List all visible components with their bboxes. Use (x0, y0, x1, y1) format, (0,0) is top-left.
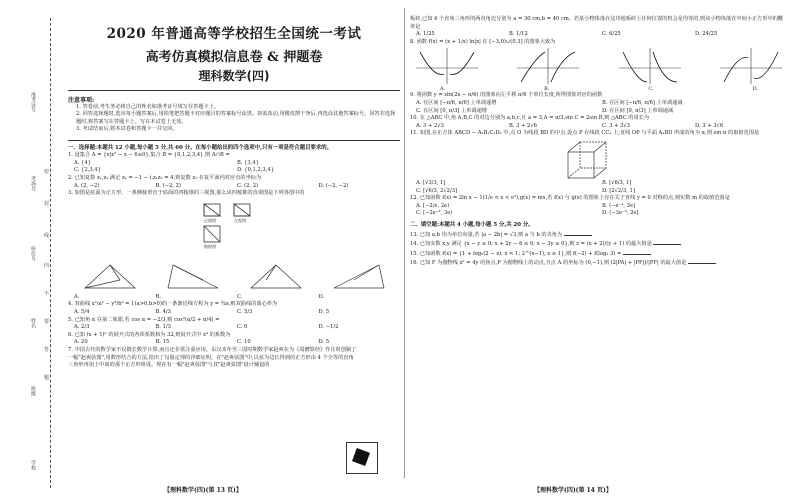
top-view-label: 俯视图 (204, 243, 216, 249)
notes-title: 注意事项: (68, 97, 95, 104)
question-9: 9. 将函数 y = sin(2x − π/6) 的图象向左平移 π/6 个单位长度,所得图象对应的函数 (410, 92, 603, 99)
question-5: 5. 已知角 α 在第二象限,若 cos α = −2/3,则 cos²(α/2 + π/4) = (68, 316, 220, 323)
field-seat: 座位号 (30, 246, 36, 261)
option: A. 20 (74, 339, 88, 346)
exam-subtitle: 高考仿真模拟信息卷 & 押题卷 (145, 50, 323, 65)
question-16-text: 16. 已知 F 为抛物线 x² = 4y 的焦点,P 为抛物线上的动点,且点 A 的坐标为 (0,−1),则 (2|PA| + |PF|)/|PF| 的最大值是 (410, 260, 687, 267)
option: D. (−3e⁻³, 2e] (602, 210, 639, 217)
option: C. {2,3,4} (74, 167, 101, 174)
seal-char: 内 (44, 263, 50, 269)
option: A. [−2/e, 2e) (416, 202, 450, 209)
option: C. [−2e⁻³, 3e) (416, 210, 453, 217)
option: B. (155, 293, 161, 300)
exam-subject: 理科数学(四) (198, 69, 270, 83)
side-view-shape (234, 204, 250, 216)
option: C. (237, 293, 243, 300)
question-12-options (410, 210, 788, 218)
question-12: 12. 已知函数 f(x) = 2ln x − 1(1/e < x < e²),g(x) = mx,若 f(x) 与 g(x) 的图象上存在关于直线 y = 0 对称的点,则实数 m 的取值范围是 (410, 195, 730, 202)
question-6-options (68, 339, 400, 347)
seal-char: 线 (44, 233, 50, 239)
option: A. (2, −2) (74, 182, 100, 189)
question-12-options (410, 203, 788, 211)
graph-b (517, 48, 579, 84)
side-view-label: 左视图 (234, 217, 246, 223)
option: C. 10 (237, 339, 251, 346)
answer-blank[interactable] (653, 239, 681, 245)
title-rule (68, 90, 400, 91)
option: B. 15 (155, 339, 170, 346)
option: B. (−2, 2) (155, 182, 181, 189)
question-2: 2. 已知复数 z₁,z₂ 满足 z₁ = −1 − i,z₁z₂ = 4,则复数 z₂ 在复平面内对应点的坐标为 (68, 175, 262, 181)
seal-char: 要 (44, 319, 50, 325)
graph-a (416, 48, 478, 84)
notes-rule (68, 140, 400, 141)
option: D. (−2, −2) (318, 182, 349, 189)
option: A. {4} (74, 159, 91, 166)
option: C. 5/3 (237, 308, 253, 315)
question-1-options (68, 160, 400, 168)
option: D. 3 + 3√6 (695, 122, 724, 129)
answer-blank[interactable] (688, 258, 716, 264)
option: A. 在区间 [−π/6, π/6] 上单调递增 (416, 99, 497, 106)
seal-char: 密 (44, 169, 50, 175)
field-class: 班级 (30, 386, 36, 396)
option: C. 6/25 (602, 31, 621, 38)
option: B. 4/3 (155, 308, 171, 315)
question-14-text: 14. 已知实数 x,y 满足 {x − y ≥ 0; x + 2y − 6 ≤ 0; x − 3y ≤ 0},则 z = (x + 2)/(y + 1) 的最大值是 (410, 241, 652, 248)
option: A. (74, 293, 80, 300)
page-footer-left: 【理科数学(四)(第 13 页)】 (164, 487, 242, 494)
question-7-continued: 板砖,已知 4 个直角三角形的两直角边分别为 a = 30 cm,b = 40 cm。若某小物体落在这块地板砖上任何位置的机会是均等的,则该小物体落在中间小正方形中的概率是 (410, 16, 784, 30)
question-11-options (410, 188, 788, 196)
option: D. 5 (318, 339, 330, 346)
question-6: 6. 已知 (x + 1)ⁿ 的展开式的各项系数和为 32,则展开式中 x⁴ 的系数为 (68, 331, 231, 338)
option: C. 在区间 [0, π/3] 上单调递增 (416, 107, 487, 114)
seal-line (50, 18, 51, 488)
solid-c (246, 262, 306, 292)
graph-c (619, 48, 681, 84)
section-heading: 二、填空题:本题共 4 小题,每小题 5 分,共 20 分。 (410, 221, 534, 228)
section-heading: 一、选择题:本题共 12 小题,每小题 5 分,共 60 分。在每小题给出的四个选项中,只有一项是符合题目要求的。 (68, 144, 333, 151)
field-exam-number: 准考证号 (30, 92, 36, 112)
option: B. 在区间 [−π/6, π/6] 上单调递减 (602, 99, 683, 106)
option: A. 3 + 2√3 (416, 122, 444, 129)
answer-blank[interactable] (564, 230, 592, 236)
inner-square (352, 448, 370, 466)
seal-char: 封 (44, 201, 50, 207)
solid-d (329, 262, 389, 292)
option: B. (−e⁻³, 3e] (602, 202, 636, 209)
top-view-diagonal (204, 226, 220, 242)
question-5-options (68, 324, 400, 332)
option: C. (648, 86, 654, 93)
option: B. 3 + 2√6 (509, 122, 537, 129)
binding-margin (0, 0, 60, 503)
question-16 (410, 258, 788, 268)
question-11: 11. 如图,在正方体 ABCD − A₁B₁C₁D₁ 中,点 O 为线段 BD 的中点,设点 P 在线段 CC₁ 上,直线 OP 与平面 A₁BD 所成的角为 α,则 sin α 的取值范围是 (410, 130, 760, 137)
cube-figure-area (410, 138, 788, 180)
question-3: 3. 如图是底面为正方形、一条侧棱垂直于底面的四棱锥的三视图,那么该四棱锥的直观图是下列各图中的 (68, 190, 305, 197)
question-7-options (410, 31, 788, 39)
option: B. 1/12 (509, 31, 528, 38)
option: C. (2, 2) (237, 182, 259, 189)
cube-figure (560, 138, 620, 180)
note-item: 3. 考试结束后,将本试卷和答题卡一并交回。 (76, 126, 178, 133)
exam-title: 2020 年普通高等学校招生全国统一考试 (106, 26, 362, 42)
seal-char: 不 (44, 291, 50, 297)
question-10: 10. 在 △ABC 中,角 A,B,C 的对边分别为 a,b,c,且 a = 3,A = π/3,sin C = 2sin B,则 △ABC 的周长为 (410, 115, 650, 122)
option: A. 1/25 (416, 31, 435, 38)
question-4-options (68, 309, 400, 317)
question-7: 7. 中国古代的数学家不仅擅长数学计算,而且还非常注重应用。东汉末年至三国时期数学家赵爽在为《周髀算经》作注时创制了一幅"赵爽弦图",用数形结合的方法,给出了勾股定理的详细证明。在"赵爽弦图"中,以弦为边长得到的正方形由 4 个全等的直角三角形再加上中间的那个正方形组成。现在有一幅"赵爽弦图"与其"赵爽弦图"设计辅设的 (68, 346, 357, 369)
answer-blank[interactable] (623, 249, 651, 255)
option: C. [√6/3, 2√2/3] (416, 187, 458, 194)
option: D. (318, 293, 325, 300)
seal-char: 答 (44, 347, 50, 353)
option: A. (440, 86, 446, 93)
right-page (410, 6, 788, 496)
function-graphs (416, 48, 782, 84)
question-8: 8. 函数 f(x) = (x + 1/x) ln|x| 在 [−3,0)∪(0,3] 的图象大致为 (410, 38, 556, 45)
field-school: 学校 (30, 460, 36, 470)
option: D. (752, 86, 758, 93)
option: A. [√3/3, 1] (416, 179, 446, 186)
question-15-text: 15. 已知函数 f(x) = {1 + log₂(2 − x), x < 1; 2^(x−1), x ≥ 1},则 f(−2) + f(log₂ 3) = (410, 250, 622, 257)
note-item: 1. 答卷前,考生务必将自己的姓名和准考证号填写在答题卡上。 (76, 104, 220, 110)
option: D. 5 (318, 308, 330, 315)
three-views-figure (68, 200, 400, 260)
note-item: 2. 回答选择题时,选出每小题答案后,用铅笔把答题卡对应题目的答案标号涂黑。如需改动,用橡皮擦干净后,再选涂其他答案标号。回答非选择题时,将答案写在答题卡上。写在本试卷上无效。 (76, 111, 396, 125)
option: D. 在区间 [0, π/3] 上单调递减 (602, 107, 674, 114)
front-view-shape (204, 204, 220, 216)
page-divider (404, 8, 405, 478)
three-views-drawing (68, 200, 400, 260)
front-view-label: 正视图 (204, 217, 216, 223)
option: A. 2/3 (74, 324, 90, 331)
question-4: 4. 双曲线 x²/a² − y²/b² = 1(a>0,b>0)的一条渐近线方程为 y = ¾x,则双曲线的离心率为 (68, 301, 278, 308)
page-footer-right: 【理科数学(四)(第 14 页)】 (534, 487, 612, 494)
option: D. 24/25 (695, 31, 718, 38)
question-15 (410, 249, 788, 259)
option: B. [√6/3, 1] (602, 179, 632, 186)
field-room: 考场号 (30, 176, 36, 191)
seal-char: 题 (44, 375, 50, 381)
left-page (68, 6, 400, 496)
option: C. 0 (237, 324, 248, 331)
field-name: 姓名 (30, 318, 36, 328)
option: D. {0,1,2,3,4} (237, 167, 274, 174)
option: C. 3 + 3√3 (602, 122, 630, 129)
solid-a (80, 262, 140, 292)
zhaoshuang-diagram (346, 442, 378, 474)
question-13-text: 13. 已知 a,b 均为单位向量,若 |a − 2b| = √3,则 a 与 b 的夹角为 (410, 231, 563, 238)
solid-options-figure (68, 262, 400, 292)
option: B. 1/3 (155, 324, 171, 331)
option: B. (544, 86, 550, 93)
question-13 (410, 230, 788, 240)
question-11-options (410, 180, 788, 188)
option: B. {3,4} (237, 159, 259, 166)
solid-b (163, 262, 223, 292)
option: D. −1/2 (318, 324, 339, 331)
question-1-options (68, 167, 400, 175)
option: D. [2√2/3, 1] (602, 187, 635, 194)
question-9-options (410, 100, 788, 108)
question-1: 1. 设集合 A = {x|x² − x − 6≥0},集合 B = {0,1,2,3,4},则 A∩B = (68, 152, 230, 159)
question-14 (410, 239, 788, 249)
option: A. 5/4 (74, 308, 90, 315)
graph-d (720, 48, 782, 84)
